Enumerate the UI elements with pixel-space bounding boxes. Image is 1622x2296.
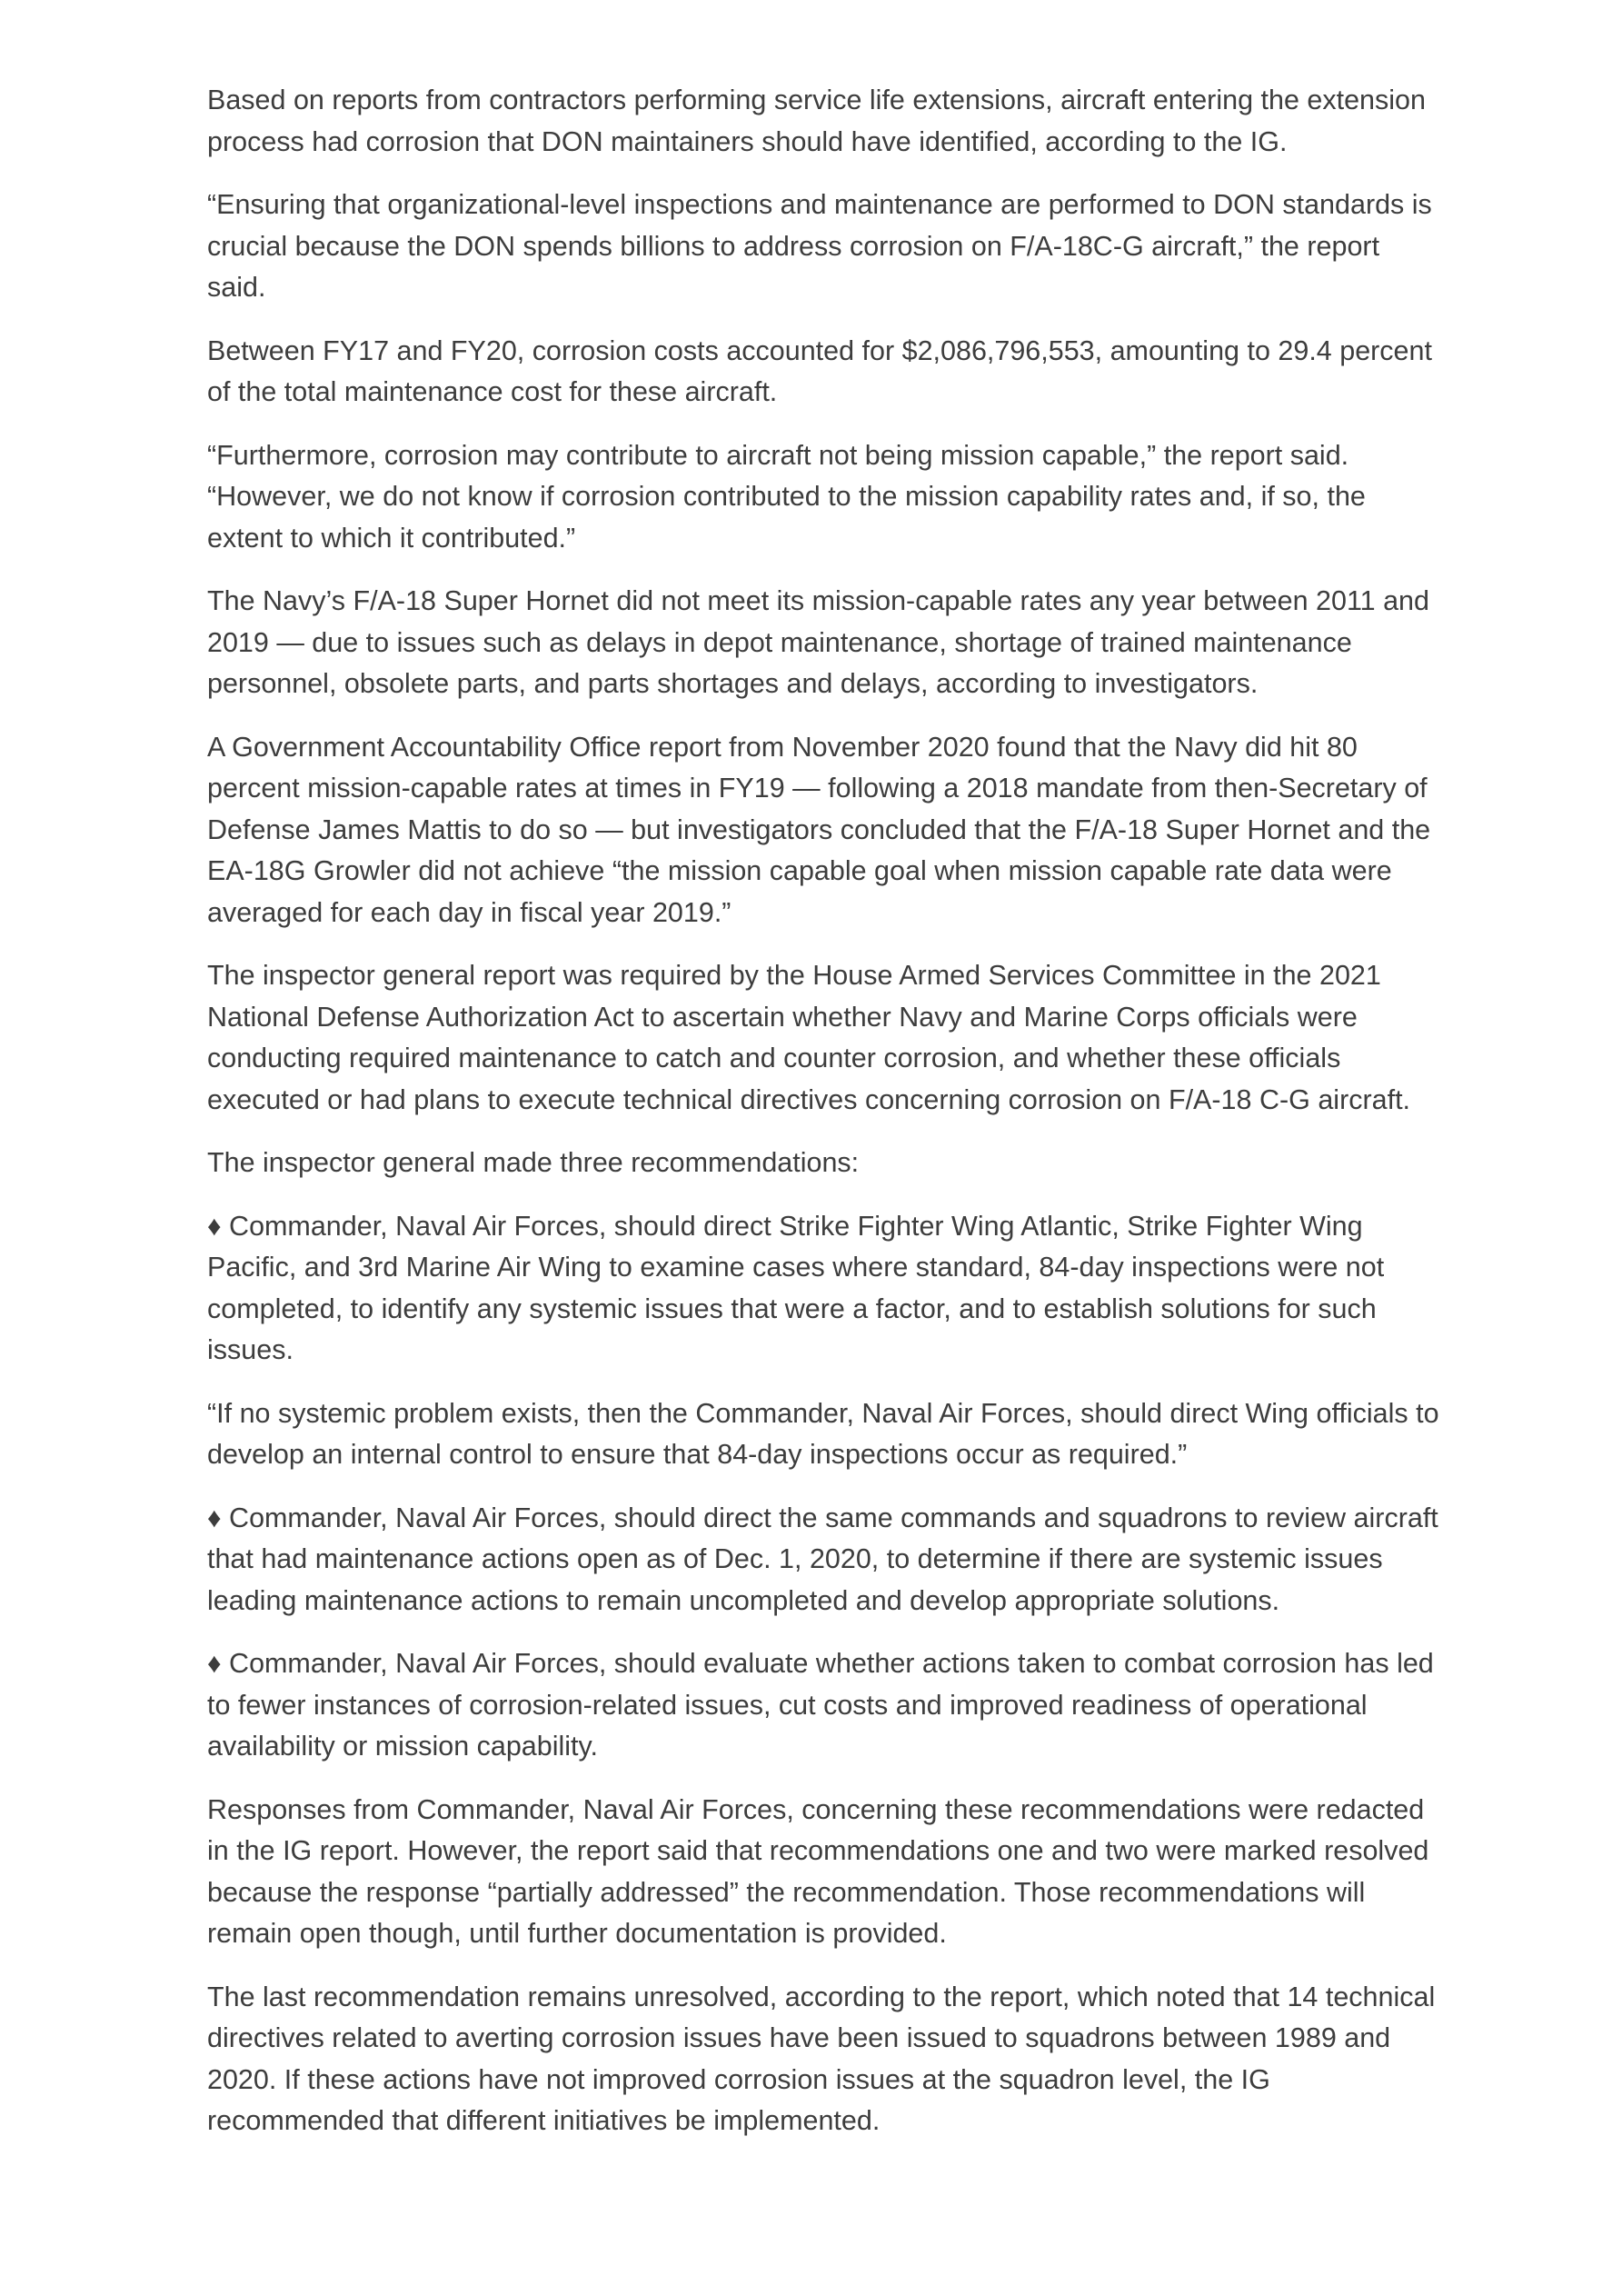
paragraph-ig-report-requirement: The inspector general report was required by the House Armed Services Committee in the 2021 National Defense Authorization Act to ascertain whether Navy and Marine Corps officials were conducting required maintenance to catch and counter corrosion, and whether these officials executed or had plans to execute technical directives concerning corrosion on F/A-18 C-G aircraft. bbox=[207, 960, 1411, 1115]
paragraph-super-hornet-rates: The Navy’s F/A-18 Super Hornet did not meet its mission-capable rates any year between 2011 and 2019 — due to issues such as delays in depot maintenance, shortage of trained maintenance personnel, obsolete parts, and parts shortages and delays, according to investigators. bbox=[207, 585, 1429, 699]
paragraph-corrosion-costs: Between FY17 and FY20, corrosion costs accounted for $2,086,796,553, amounting to 29.4 percent of the total maintenance cost for these aircraft. bbox=[207, 334, 1432, 407]
paragraph-recommendation-one: ♦ Commander, Naval Air Forces, should direct Strike Fighter Wing Atlantic, Strike Fighter Wing Pacific, and 3rd Marine Air Wing to examine cases where standard, 84-day inspections were not completed, to identify any systemic issues that were a factor, and to establish solutions for such issues. bbox=[207, 1210, 1385, 1365]
paragraph-responses-redacted: Responses from Commander, Naval Air Forces, concerning these recommendations were redacted in the IG report. However, the report said that recommendations one and two were marked resolved because the response “partially addressed” the recommendation. Those recommendations will remain open though, until further documentation is provided. bbox=[207, 1793, 1429, 1949]
paragraph-recommendation-three: ♦ Commander, Naval Air Forces, should evaluate whether actions taken to combat corrosion has led to fewer instances of corrosion-related issues, cut costs and improved readiness of operational availability or mission capability. bbox=[207, 1648, 1434, 1762]
paragraph-recommendation-one-quote: “If no systemic problem exists, then the Commander, Naval Air Forces, should direct Wing officials to develop an internal control to ensure that 84-day inspections occur as required.” bbox=[207, 1397, 1439, 1470]
paragraph-report-quote-mission-capable: “Furthermore, corrosion may contribute to aircraft not being mission capable,” the report said. “However, we do not know if corrosion contributed to the mission capability rates and, if so, the extent to which it contributed.” bbox=[207, 439, 1366, 554]
paragraph-gao-report: A Government Accountability Office report from November 2020 found that the Navy did hit 80 percent mission-capable rates at times in FY19 — following a 2018 mandate from then-Secretary of Defense James Mattis to do so — but investigators concluded that the F/A-18 Super Hornet and the EA-18G Growler did not achieve “the mission capable goal when mission capable rate data were averaged for each day in fiscal year 2019.” bbox=[207, 731, 1431, 928]
paragraph-last-recommendation: The last recommendation remains unresolved, according to the report, which noted that 14 technical directives related to averting corrosion issues have been issued to squadrons between 1989 and 2020. If these actions have not improved corrosion issues at the squadron level, the IG recommended that different initiatives be implemented. bbox=[207, 1981, 1436, 2136]
paragraph-recommendations-intro: The inspector general made three recommendations: bbox=[207, 1147, 860, 1178]
paragraph-contractor-corrosion: Based on reports from contractors performing service life extensions, aircraft entering the extension process had corrosion that DON maintainers should have identified, according to the IG. bbox=[207, 85, 1426, 157]
paragraph-report-quote-standards: “Ensuring that organizational-level inspections and maintenance are performed to DON standards is crucial because the DON spends billions to address corrosion on F/A-18C-G aircraft,” the report said. bbox=[207, 189, 1432, 303]
paragraph-recommendation-two: ♦ Commander, Naval Air Forces, should direct the same commands and squadrons to review aircraft that had maintenance actions open as of Dec. 1, 2020, to determine if there are systemic issues leading maintenance actions to remain uncompleted and develop appropriate solutions. bbox=[207, 1502, 1438, 1616]
article-body bbox=[207, 80, 1443, 2164]
